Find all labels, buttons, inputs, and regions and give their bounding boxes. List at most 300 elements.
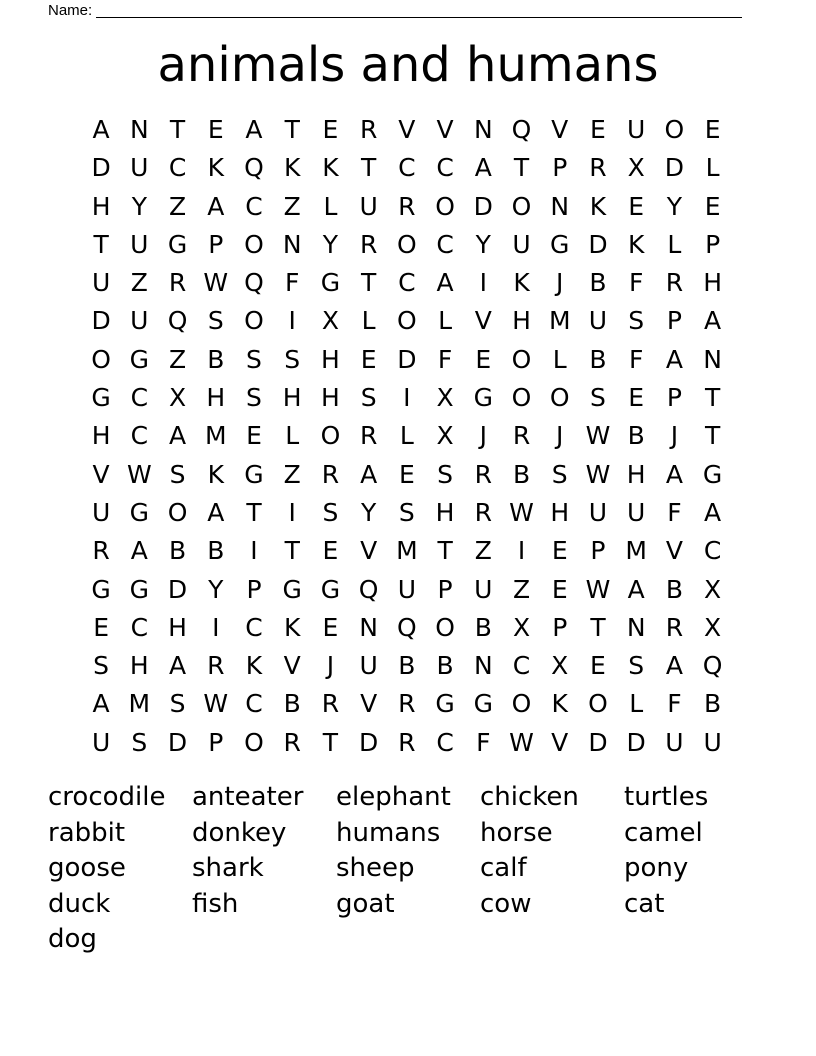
grid-letter[interactable]: J — [670, 421, 679, 451]
grid-letter[interactable]: Z — [130, 268, 148, 298]
grid-letter[interactable]: X — [168, 383, 187, 413]
grid-letter[interactable]: G — [550, 229, 570, 259]
grid-letter[interactable]: T — [704, 421, 721, 451]
grid-letter[interactable]: N — [550, 191, 570, 221]
grid-letter[interactable]: C — [512, 651, 531, 681]
name-line[interactable] — [96, 3, 742, 18]
grid-letter[interactable]: G — [244, 459, 264, 489]
grid-row — [82, 149, 732, 187]
grid-letter[interactable]: K — [284, 153, 301, 183]
grid-letter[interactable]: R — [359, 115, 378, 144]
grid-letter[interactable]: E — [628, 383, 645, 413]
grid-letter[interactable]: H — [321, 383, 340, 413]
grid-letter[interactable]: E — [207, 115, 224, 144]
grid-letter[interactable]: O — [397, 229, 417, 259]
grid-letter[interactable]: O — [397, 306, 417, 336]
grid-letter[interactable]: Q — [397, 612, 417, 642]
grid-letter[interactable]: I — [212, 612, 220, 642]
grid-letter[interactable]: K — [589, 191, 607, 221]
grid-letter[interactable]: F — [628, 344, 644, 374]
grid-letter[interactable]: F — [628, 268, 644, 298]
grid-letter[interactable]: R — [398, 727, 416, 757]
grid-letter[interactable]: O — [511, 344, 532, 374]
grid-letter[interactable]: T — [704, 383, 721, 413]
grid-letter[interactable]: I — [517, 536, 526, 566]
grid-letter[interactable]: X — [627, 153, 645, 183]
word-list-item: elephant — [336, 782, 451, 812]
grid-letter[interactable]: E — [590, 651, 606, 681]
grid-letter[interactable]: C — [130, 383, 149, 413]
grid-letter[interactable]: N — [282, 229, 302, 259]
grid-letter[interactable]: R — [321, 459, 340, 489]
grid-letter[interactable]: E — [551, 574, 568, 604]
grid-letter[interactable]: L — [629, 689, 644, 719]
grid-letter[interactable]: S — [398, 497, 415, 527]
grid-letter[interactable]: W — [509, 727, 534, 757]
grid-letter[interactable]: A — [627, 574, 645, 604]
grid-letter[interactable]: F — [476, 727, 491, 757]
grid-letter[interactable]: I — [288, 306, 296, 336]
grid-letter[interactable]: T — [169, 115, 186, 144]
grid-letter[interactable]: Z — [168, 191, 187, 221]
grid-letter[interactable]: S — [246, 344, 262, 374]
grid-letter[interactable]: B — [436, 651, 454, 681]
grid-letter[interactable]: A — [665, 344, 683, 374]
grid-letter[interactable]: O — [320, 421, 341, 451]
grid-letter[interactable]: A — [207, 191, 225, 221]
grid-letter[interactable]: R — [589, 153, 607, 183]
grid-letter[interactable]: W — [585, 421, 611, 451]
grid-letter[interactable]: A — [474, 153, 492, 183]
grid-letter[interactable]: V — [360, 689, 378, 719]
grid-letter[interactable]: F — [285, 268, 300, 298]
grid-letter[interactable]: C — [130, 421, 149, 451]
grid-letter[interactable]: P — [208, 727, 224, 757]
grid-letter[interactable]: Z — [512, 574, 531, 604]
grid-letter[interactable]: U — [359, 651, 378, 681]
grid-letter[interactable]: B — [207, 536, 225, 566]
grid-letter[interactable]: C — [703, 536, 722, 566]
grid-letter[interactable]: O — [244, 306, 264, 336]
grid-letter[interactable]: F — [667, 689, 682, 719]
grid-letter[interactable]: K — [322, 153, 339, 183]
grid-letter[interactable]: Q — [702, 651, 723, 681]
grid-letter[interactable]: N — [626, 612, 646, 642]
grid-letter[interactable]: E — [551, 536, 568, 566]
grid-letter[interactable]: S — [551, 459, 568, 489]
grid-letter[interactable]: P — [666, 306, 682, 336]
grid-letter[interactable]: C — [130, 612, 149, 642]
grid-letter[interactable]: A — [207, 497, 225, 527]
grid-letter[interactable]: B — [398, 651, 416, 681]
grid-letter[interactable]: H — [550, 497, 570, 527]
grid-letter[interactable]: E — [246, 421, 262, 451]
grid-letter[interactable]: R — [512, 421, 531, 451]
grid-letter[interactable]: C — [436, 153, 454, 183]
grid-letter[interactable]: N — [473, 651, 493, 681]
grid-letter[interactable]: O — [435, 191, 455, 221]
grid-letter[interactable]: B — [704, 689, 722, 719]
grid-letter[interactable]: Y — [475, 229, 491, 259]
grid-letter[interactable]: M — [548, 306, 571, 336]
grid-letter[interactable]: R — [283, 727, 301, 757]
grid-letter[interactable]: X — [321, 306, 339, 336]
grid-letter[interactable]: A — [704, 497, 722, 527]
grid-letter[interactable]: N — [473, 115, 493, 144]
grid-letter[interactable]: K — [245, 651, 263, 681]
grid-letter[interactable]: Q — [244, 153, 264, 183]
grid-letter[interactable]: G — [129, 574, 150, 604]
grid-letter[interactable]: G — [702, 459, 723, 489]
grid-letter[interactable]: U — [588, 306, 608, 336]
grid-letter[interactable]: V — [283, 651, 301, 681]
grid-letter[interactable]: X — [704, 574, 722, 604]
grid-letter[interactable]: G — [320, 268, 341, 298]
grid-letter[interactable]: T — [590, 612, 606, 642]
grid-row — [82, 188, 732, 226]
grid-letter[interactable]: A — [168, 651, 187, 681]
grid-letter[interactable]: D — [167, 574, 188, 604]
grid-letter[interactable]: Q — [167, 306, 188, 336]
grid-letter[interactable]: H — [282, 383, 302, 413]
grid-letter[interactable]: S — [360, 383, 377, 413]
grid-letter[interactable]: E — [322, 612, 339, 642]
grid-letter[interactable]: L — [323, 191, 338, 221]
grid-letter[interactable]: U — [91, 727, 111, 757]
grid-letter[interactable]: A — [665, 459, 683, 489]
grid-letter[interactable]: U — [130, 306, 149, 336]
word-list-item: horse — [480, 817, 553, 848]
grid-letter[interactable]: P — [552, 612, 568, 642]
grid-letter[interactable]: S — [284, 344, 301, 374]
grid-letter[interactable]: S — [437, 459, 454, 489]
grid-letter[interactable]: C — [245, 689, 263, 719]
grid-letter[interactable]: V — [474, 306, 492, 336]
grid-letter[interactable]: J — [556, 268, 564, 298]
grid-letter[interactable]: W — [203, 689, 229, 719]
grid-letter[interactable]: K — [627, 229, 645, 259]
grid-letter[interactable]: W — [203, 268, 229, 298]
grid-letter[interactable]: O — [588, 689, 608, 719]
grid-letter[interactable]: Z — [168, 344, 187, 374]
grid-letter[interactable]: S — [246, 383, 262, 413]
grid-letter[interactable]: S — [93, 651, 110, 681]
grid-letter[interactable]: L — [285, 421, 300, 451]
grid-letter[interactable]: R — [92, 536, 110, 566]
grid-letter[interactable]: T — [361, 268, 377, 298]
grid-letter[interactable]: U — [91, 497, 111, 527]
grid-letter[interactable]: O — [244, 229, 264, 259]
grid-letter[interactable]: C — [436, 727, 454, 757]
grid-letter[interactable]: V — [398, 115, 416, 144]
grid-letter[interactable]: F — [667, 497, 682, 527]
grid-letter[interactable]: G — [91, 574, 111, 604]
grid-letter[interactable]: K — [284, 612, 301, 642]
grid-letter[interactable]: R — [168, 268, 187, 298]
grid-letter[interactable]: U — [512, 229, 531, 259]
grid-letter[interactable]: D — [588, 229, 608, 259]
grid-letter[interactable]: C — [245, 191, 263, 221]
grid-letter[interactable]: V — [551, 727, 569, 757]
grid-letter[interactable]: T — [246, 497, 262, 527]
grid-letter[interactable]: R — [398, 689, 416, 719]
grid-letter[interactable]: R — [665, 268, 684, 298]
grid-letter[interactable]: P — [437, 574, 453, 604]
grid-letter[interactable]: G — [320, 574, 341, 604]
word-list-item: chicken — [480, 782, 579, 812]
grid-letter[interactable]: E — [475, 344, 492, 374]
grid-letter[interactable]: H — [512, 306, 531, 336]
grid-letter[interactable]: G — [129, 497, 150, 527]
grid-letter[interactable]: O — [435, 612, 455, 642]
grid-letter[interactable]: F — [437, 344, 453, 374]
grid-letter[interactable]: Q — [358, 574, 379, 604]
grid-letter[interactable]: B — [665, 574, 683, 604]
grid-letter[interactable]: R — [359, 421, 378, 451]
grid-letter[interactable]: C — [245, 612, 263, 642]
grid-letter[interactable]: Q — [244, 268, 264, 298]
grid-letter[interactable]: D — [626, 727, 646, 757]
grid-letter[interactable]: Y — [361, 497, 377, 527]
grid-letter[interactable]: A — [360, 459, 378, 489]
grid-letter[interactable]: O — [511, 191, 532, 221]
grid-letter[interactable]: W — [585, 574, 611, 604]
grid-letter[interactable]: A — [245, 115, 263, 144]
grid-letter[interactable]: G — [435, 689, 455, 719]
grid-letter[interactable]: N — [129, 115, 149, 144]
grid-letter[interactable]: E — [628, 191, 645, 221]
grid-letter[interactable]: O — [511, 383, 532, 413]
grid-letter[interactable]: H — [91, 191, 111, 221]
grid-letter[interactable]: A — [92, 115, 110, 144]
grid-letter[interactable]: X — [704, 612, 722, 642]
grid-letter[interactable]: V — [360, 536, 378, 566]
grid-letter[interactable]: L — [667, 229, 682, 259]
word-list-item: humans — [336, 817, 441, 848]
grid-letter[interactable]: S — [169, 459, 186, 489]
grid-letter[interactable]: T — [93, 229, 109, 259]
grid-letter[interactable]: X — [551, 651, 569, 681]
grid-letter[interactable]: R — [665, 612, 684, 642]
grid-letter[interactable]: M — [625, 536, 647, 566]
grid-letter[interactable]: U — [703, 727, 722, 757]
grid-letter[interactable]: E — [322, 115, 339, 144]
grid-letter[interactable]: K — [207, 153, 224, 183]
grid-letter[interactable]: B — [512, 459, 531, 489]
grid-letter[interactable]: I — [250, 536, 258, 566]
grid-letter[interactable]: H — [129, 651, 149, 681]
grid-letter[interactable]: I — [288, 497, 296, 527]
grid-letter[interactable]: D — [91, 306, 111, 336]
grid-letter[interactable]: E — [398, 459, 415, 489]
grid-letter[interactable]: L — [361, 306, 376, 336]
grid-letter[interactable]: R — [207, 651, 225, 681]
grid-letter[interactable]: B — [627, 421, 645, 451]
grid-letter[interactable]: A — [665, 651, 683, 681]
grid-letter[interactable]: B — [474, 612, 492, 642]
grid-letter[interactable]: U — [130, 229, 149, 259]
grid-letter[interactable]: P — [552, 153, 568, 183]
grid-letter[interactable]: X — [512, 612, 531, 642]
grid-letter[interactable]: K — [513, 268, 530, 298]
grid-letter[interactable]: U — [627, 497, 646, 527]
grid-letter[interactable]: B — [168, 536, 187, 566]
grid-letter[interactable]: J — [556, 421, 564, 451]
grid-letter[interactable]: R — [398, 191, 416, 221]
grid-letter[interactable]: U — [474, 574, 493, 604]
grid-letter[interactable]: G — [473, 383, 493, 413]
grid-letter[interactable]: S — [628, 306, 645, 336]
grid-letter[interactable]: G — [167, 229, 188, 259]
grid-letter[interactable]: B — [589, 268, 607, 298]
grid-letter[interactable]: O — [664, 115, 685, 144]
grid-letter[interactable]: V — [665, 536, 683, 566]
grid-letter[interactable]: O — [91, 344, 111, 374]
grid-letter[interactable]: D — [91, 153, 111, 183]
grid-letter[interactable]: L — [552, 344, 567, 374]
grid-letter[interactable]: S — [590, 383, 606, 413]
grid-letter[interactable]: H — [206, 383, 226, 413]
grid-letter[interactable]: L — [399, 421, 414, 451]
grid-letter[interactable]: W — [585, 459, 611, 489]
grid-letter[interactable]: I — [479, 268, 487, 298]
grid-letter[interactable]: D — [473, 191, 493, 221]
grid-letter[interactable]: G — [282, 574, 302, 604]
grid-letter[interactable]: P — [208, 229, 224, 259]
grid-letter[interactable]: T — [361, 153, 377, 183]
grid-letter[interactable]: C — [168, 153, 187, 183]
grid-letter[interactable]: L — [438, 306, 453, 336]
grid-letter[interactable]: H — [703, 268, 723, 298]
grid-letter[interactable]: X — [436, 383, 454, 413]
grid-letter[interactable]: H — [168, 612, 187, 642]
grid-letter[interactable]: Y — [322, 229, 339, 259]
word-list-item: dog — [48, 924, 97, 954]
grid-letter[interactable]: I — [403, 383, 411, 413]
grid-letter[interactable]: H — [435, 497, 455, 527]
grid-letter[interactable]: J — [479, 421, 487, 451]
grid-letter[interactable]: U — [665, 727, 684, 757]
grid-letter[interactable]: S — [207, 306, 224, 336]
grid-letter[interactable]: P — [705, 229, 721, 259]
grid-letter[interactable]: H — [321, 344, 340, 374]
grid-letter[interactable]: U — [359, 191, 378, 221]
grid-letter[interactable]: J — [326, 651, 335, 681]
grid-letter[interactable]: E — [360, 344, 377, 374]
grid-letter[interactable]: P — [246, 574, 262, 604]
grid-letter[interactable]: O — [511, 689, 532, 719]
grid-letter[interactable]: R — [359, 229, 378, 259]
grid-row — [82, 494, 732, 532]
grid-letter[interactable]: A — [92, 689, 110, 719]
grid-letter[interactable]: E — [704, 115, 721, 144]
grid-letter[interactable]: A — [168, 421, 187, 451]
grid-letter[interactable]: V — [92, 459, 110, 489]
word-list-item: camel — [624, 817, 703, 848]
grid-letter[interactable]: S — [169, 689, 186, 719]
grid-letter[interactable]: O — [244, 727, 264, 757]
grid-letter[interactable]: C — [398, 153, 416, 183]
grid-letter[interactable]: U — [130, 153, 149, 183]
grid-letter[interactable]: D — [359, 727, 379, 757]
grid-letter[interactable]: C — [398, 268, 416, 298]
grid-letter[interactable]: T — [437, 536, 453, 566]
grid-letter[interactable]: R — [321, 689, 340, 719]
grid-letter[interactable]: T — [284, 536, 300, 566]
grid-letter[interactable]: H — [91, 421, 111, 451]
grid-letter[interactable]: O — [549, 383, 570, 413]
grid-letter[interactable]: D — [397, 344, 417, 374]
grid-letter[interactable]: B — [589, 344, 607, 374]
grid-letter[interactable]: R — [474, 459, 492, 489]
grid-letter[interactable]: N — [359, 612, 378, 642]
grid-letter[interactable]: Y — [666, 191, 683, 221]
grid-letter[interactable]: W — [126, 459, 152, 489]
grid-letter[interactable]: B — [207, 344, 225, 374]
grid-letter[interactable]: H — [626, 459, 646, 489]
grid-letter[interactable]: P — [590, 536, 606, 566]
grid-letter[interactable]: Y — [208, 574, 224, 604]
grid-letter[interactable]: E — [93, 612, 109, 642]
grid-letter[interactable]: D — [167, 727, 188, 757]
grid-letter[interactable]: T — [284, 115, 300, 144]
name-field-row — [48, 0, 742, 18]
grid-letter[interactable]: K — [551, 689, 568, 719]
grid-letter[interactable]: X — [436, 421, 454, 451]
grid-letter[interactable]: T — [513, 153, 530, 183]
grid-letter[interactable]: D — [588, 727, 608, 757]
grid-letter[interactable]: G — [129, 344, 150, 374]
grid-letter[interactable]: S — [322, 497, 339, 527]
grid-letter[interactable]: W — [509, 497, 534, 527]
grid-letter[interactable]: U — [627, 115, 646, 144]
grid-letter[interactable]: T — [322, 727, 339, 757]
grid-letter[interactable]: U — [588, 497, 608, 527]
grid-letter[interactable]: M — [204, 421, 227, 451]
grid-letter[interactable]: E — [322, 536, 339, 566]
grid-letter[interactable]: Z — [283, 191, 301, 221]
grid-letter[interactable]: S — [131, 727, 148, 757]
grid-letter[interactable]: U — [91, 268, 111, 298]
grid-letter[interactable]: V — [436, 115, 454, 144]
grid-letter[interactable]: Z — [474, 536, 492, 566]
grid-letter[interactable]: N — [703, 344, 722, 374]
grid-letter[interactable]: C — [436, 229, 454, 259]
grid-letter[interactable]: A — [130, 536, 148, 566]
grid-letter[interactable]: G — [91, 383, 111, 413]
grid-letter[interactable]: M — [128, 689, 151, 719]
grid-letter[interactable]: D — [664, 153, 685, 183]
grid-letter[interactable]: U — [397, 574, 417, 604]
grid-letter[interactable]: S — [628, 651, 645, 681]
grid-letter[interactable]: P — [666, 383, 682, 413]
grid-letter[interactable]: G — [473, 689, 493, 719]
grid-letter[interactable]: A — [704, 306, 722, 336]
grid-letter[interactable]: O — [167, 497, 188, 527]
grid-letter[interactable]: K — [207, 459, 224, 489]
grid-letter[interactable]: L — [705, 153, 720, 183]
grid-letter[interactable]: Z — [283, 459, 301, 489]
grid-letter[interactable]: V — [551, 115, 569, 144]
grid-letter[interactable]: E — [704, 191, 721, 221]
grid-letter[interactable]: B — [283, 689, 301, 719]
grid-letter[interactable]: Q — [511, 115, 532, 144]
grid-letter[interactable]: M — [396, 536, 418, 566]
grid-letter[interactable]: R — [474, 497, 492, 527]
grid-letter[interactable]: E — [590, 115, 606, 144]
grid-letter[interactable]: A — [436, 268, 454, 298]
grid-letter[interactable]: Y — [131, 191, 147, 221]
